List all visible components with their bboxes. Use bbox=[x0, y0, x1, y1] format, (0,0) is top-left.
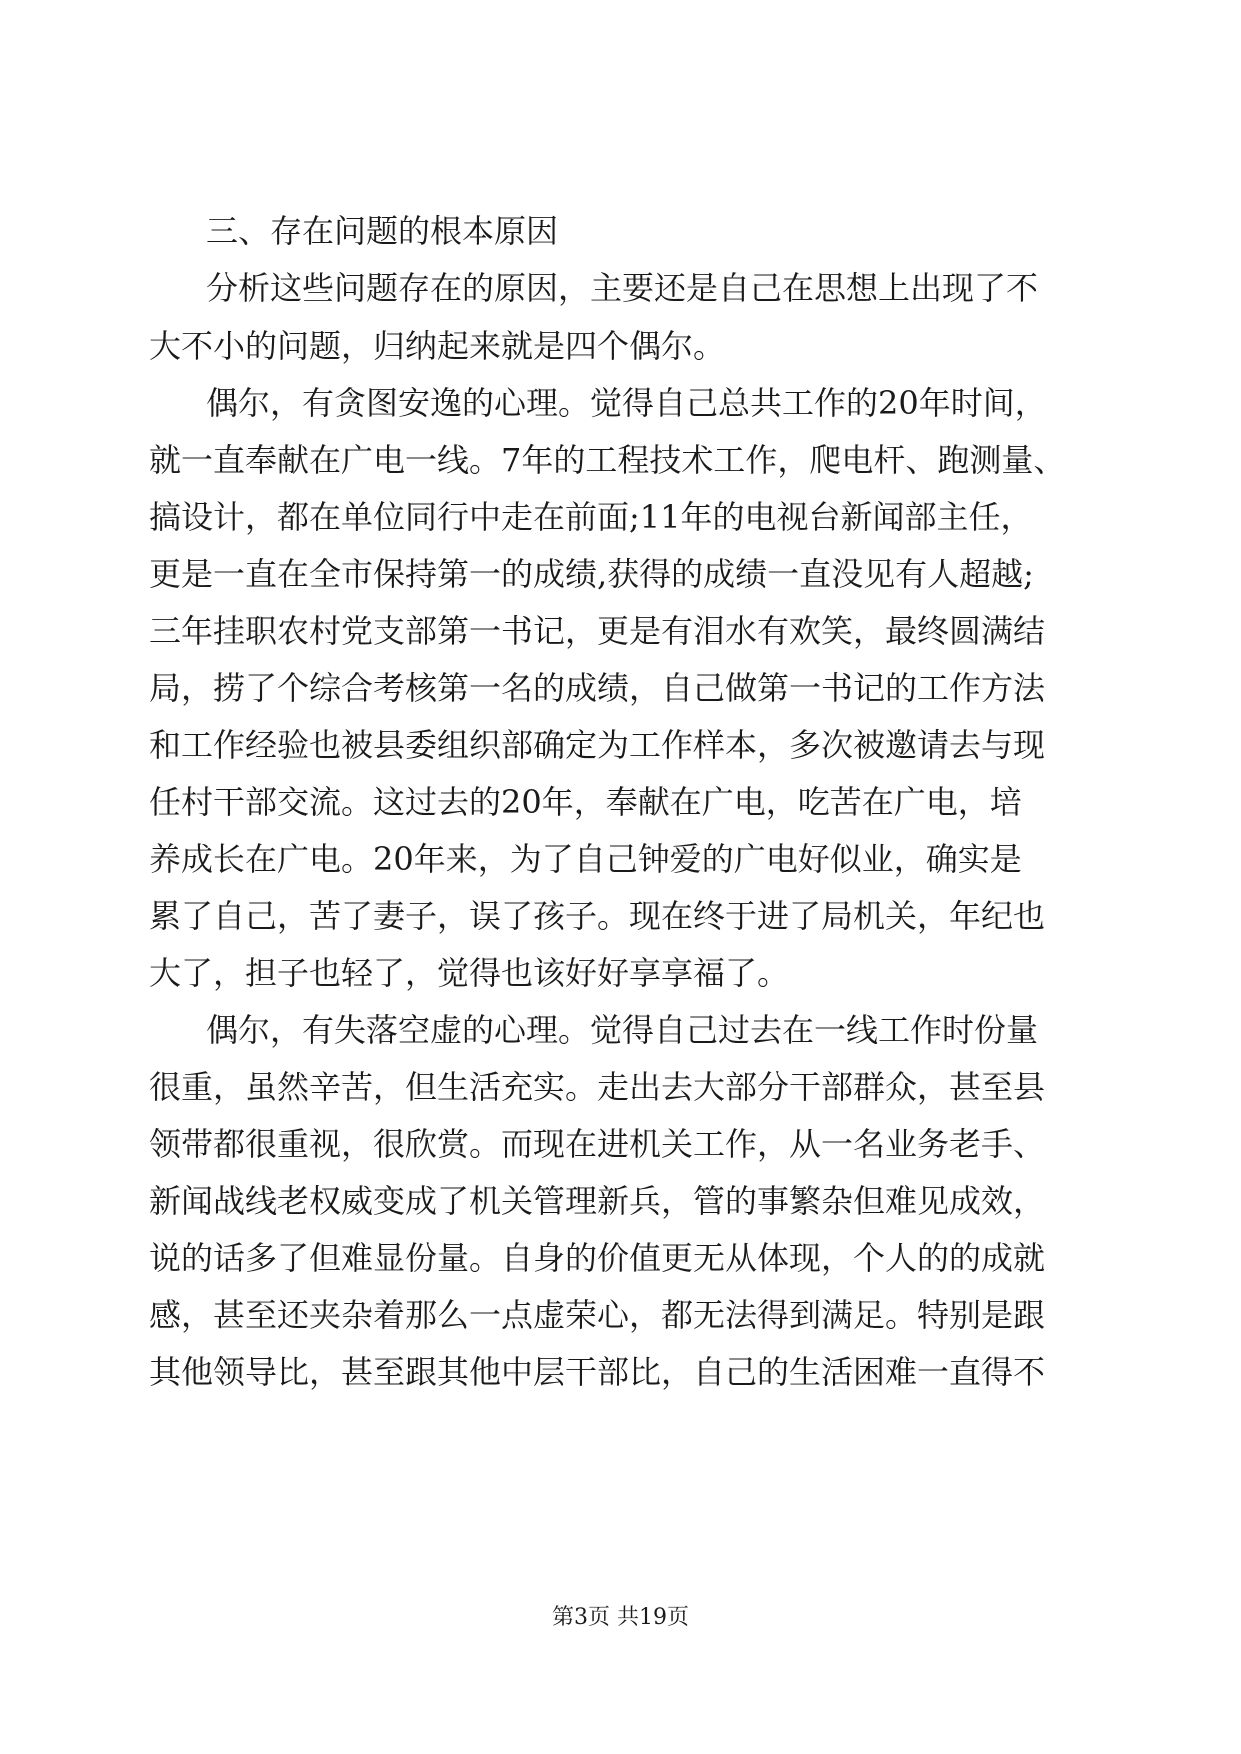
paragraph-line: 其他领导比，甚至跟其他中层干部比，自己的生活困难一直得不 bbox=[149, 1353, 1046, 1391]
paragraph-line: 偶尔，有失落空虚的心理。觉得自己过去在一线工作时份量 bbox=[206, 1011, 1039, 1049]
paragraph-line: 大了，担子也轻了，觉得也该好好享享福了。 bbox=[149, 954, 790, 992]
paragraph-line: 很重，虽然辛苦，但生活充实。走出去大部分干部群众，甚至县 bbox=[149, 1068, 1046, 1106]
paragraph-line: 累了自己，苦了妻子，误了孩子。现在终于进了局机关，年纪也 bbox=[149, 897, 1046, 935]
paragraph-line: 就一直奉献在广电一线。7年的工程技术工作，爬电杆、跑测量、 bbox=[149, 441, 1066, 479]
paragraph-line: 大不小的问题，归纳起来就是四个偶尔。 bbox=[149, 327, 726, 365]
paragraph-line: 和工作经验也被县委组织部确定为工作样本，多次被邀请去与现 bbox=[149, 726, 1046, 764]
paragraph-line: 养成长在广电。20年来，为了自己钟爱的广电好似业，确实是 bbox=[149, 840, 1022, 878]
paragraph-line: 感，甚至还夹杂着那么一点虚荣心，都无法得到满足。特别是跟 bbox=[149, 1296, 1046, 1334]
section-heading: 三、存在问题的根本原因 bbox=[206, 212, 559, 250]
paragraph-line: 更是一直在全市保持第一的成绩,获得的成绩一直没见有人超越; bbox=[149, 555, 1034, 593]
paragraph-line: 搞设计，都在单位同行中走在前面;11年的电视台新闻部主任， bbox=[149, 498, 1033, 536]
page-number-footer: 第3页 共19页 bbox=[552, 1605, 689, 1630]
paragraph-line: 说的话多了但难显份量。自身的价值更无从体现，个人的的成就 bbox=[149, 1239, 1046, 1277]
paragraph-line: 局，捞了个综合考核第一名的成绩，自己做第一书记的工作方法 bbox=[149, 669, 1046, 707]
paragraph-line: 三年挂职农村党支部第一书记，更是有泪水有欢笑，最终圆满结 bbox=[149, 612, 1046, 650]
paragraph-line: 偶尔，有贪图安逸的心理。觉得自己总共工作的20年时间， bbox=[206, 384, 1047, 422]
paragraph-line: 分析这些问题存在的原因，主要还是自己在思想上出现了不 bbox=[206, 269, 1039, 307]
paragraph-line: 领带都很重视，很欣赏。而现在进机关工作，从一名业务老手、 bbox=[149, 1125, 1046, 1163]
paragraph-line: 任村干部交流。这过去的20年，奉献在广电，吃苦在广电，培 bbox=[149, 783, 1022, 821]
paragraph-line: 新闻战线老权威变成了机关管理新兵，管的事繁杂但难见成效， bbox=[149, 1182, 1046, 1220]
